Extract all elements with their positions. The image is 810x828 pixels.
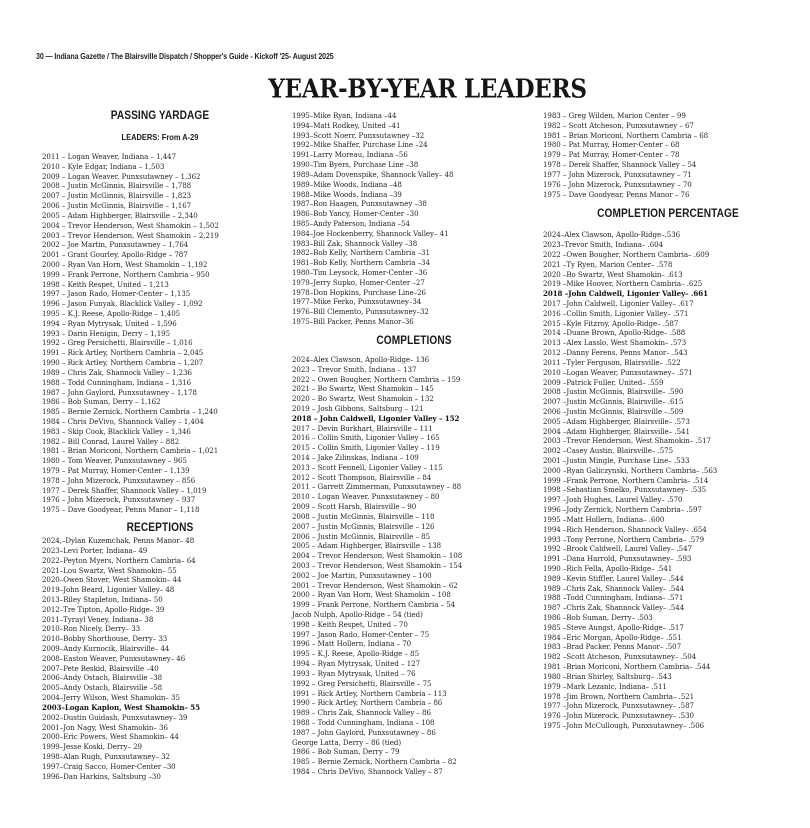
completion-percentage-entry: 1977 –John Mizerock, Punxsutawney– .587 <box>543 701 694 711</box>
completion-percentage-entry: 2001 –Justin Mingle, Purchase Line– .533 <box>543 456 690 465</box>
passing-yardage-entry: 2001 – Grant Gourley, Apollo-Ridge – 787 <box>42 250 188 260</box>
receptions-entry: 1990–Tim Byers, Purchase Line –38 <box>292 160 419 170</box>
receptions-entry: 1978–Don Hopkins, Purchase Line–26 <box>292 287 426 297</box>
completions-entry: 2016 – Collin Smith, Ligonier Valley – 165 <box>292 433 440 443</box>
completion-percentage-entry: 1988 –Todd Cunningham, Indiana– .571 <box>543 593 684 603</box>
passing-yardage-entry: 2004 – Trevor Henderson, West Shamokin – 1,502 <box>42 220 219 230</box>
receptions-entry: 2019–John Beard, Ligonier Valley– 48 <box>42 585 175 595</box>
receptions-entry: 1991–Larry Moreau, Indiana –56 <box>292 150 408 160</box>
passing-yardage-list <box>42 152 278 515</box>
section-subtitle-passing-leaders: LEADERS: From A-29 <box>121 132 199 142</box>
receptions-entry: 1998–Alan Rugh, Punxsutawney– 32 <box>42 751 170 761</box>
passing-yardage-entry: 2011 – Logan Weaver, Indiana – 1,447 <box>42 152 177 161</box>
completion-percentage-entry: 1996 –Jody Zernick, Northern Cambria– .597 <box>543 505 702 515</box>
completions-entry: 1991 – Rick Artley, Northern Cambria – 113 <box>292 688 447 698</box>
completions-entry: 2011 – Garrett Zimmerman, Punxsutawney – 88 <box>292 482 462 492</box>
passing-yardage-entry: 1985 – Bernie Zernick, Northern Cambria – 1,240 <box>42 407 218 417</box>
completions-entry: 1982 – Scott Atcheson, Punxsutawney – 67 <box>543 120 694 130</box>
completions-entry: 1976 – John Mizerock, Punxsutawney – 70 <box>543 179 692 189</box>
passing-yardage-entry: 1993 – Darin Henigin, Derry – 1,195 <box>42 328 171 338</box>
passing-yardage-entry: 1982 – Bill Conrad, Laurel Valley – 882 <box>42 436 180 446</box>
completions-entry: 1985 – Bernie Zernick, Northern Cambria – 82 <box>292 757 457 767</box>
completion-percentage-entry: 2022 –Owen Bougher, Northern Cambria– .609 <box>543 249 710 259</box>
completion-percentage-entry: 1989 –Chris Zak, Shannock Valley– .544 <box>543 583 685 593</box>
completion-percentage-entry: 2007 –Justin McGinnis, Blairsville– .615 <box>543 397 684 407</box>
receptions-entry: 1999–Jesse Koski, Derry– 29 <box>42 742 142 752</box>
completions-entry: 2019 – Josh Gibbons, Saltsburg – 121 <box>292 403 424 413</box>
completion-percentage-entry: 2008 –Justin McGinnis, Blairsville– .590 <box>543 387 684 397</box>
completions-entry: 2012 – Scott Thompson, Blairsville – 84 <box>292 472 432 482</box>
completions-entry: 1992 – Greg Persichetti, Blairsville – 75 <box>292 678 432 688</box>
receptions-entry: 2005–Andy Ostach, Blairsville –58 <box>42 683 163 693</box>
completions-entry: 1999 – Frank Perrone, Northern Cambria – 54 <box>292 600 456 610</box>
completions-entry: 1978 – Derek Shaffer, Shannock Valley – 54 <box>543 160 697 170</box>
completion-percentage-entry: 1984 –Eric Morgan, Apollo-Ridge– .551 <box>543 632 682 642</box>
receptions-entry: 2012–Tre Tipton, Apollo-Ridge– 39 <box>42 604 165 614</box>
completions-entry: 1996 – Matt Hollern, Indiana – 70 <box>292 639 412 649</box>
receptions-entry: 2000–Eric Powers, West Shamokin– 44 <box>42 732 179 742</box>
receptions-entry: 1987–Ron Haagen, Punxsutawney –38 <box>292 199 427 209</box>
completions-entry: 1988 – Todd Cunningham, Indiana – 108 <box>292 717 435 727</box>
completion-percentage-entry: 2023–Trevor Smith, Indiana– .604 <box>543 240 664 250</box>
completions-entry: 1977 – John Mizerock, Punxsutawney – 71 <box>543 169 692 179</box>
passing-yardage-entry: 1994 – Ryan Mytrysak, United – 1,596 <box>42 318 177 328</box>
passing-yardage-entry: 1995 – K.J. Reese, Apollo-Ridge – 1,405 <box>42 309 181 318</box>
section-title-completion-percentage: COMPLETION PERCENTAGE <box>597 208 739 221</box>
completion-percentage-entry: 1982 –Scott Atcheson, Punxsutawney– .504 <box>543 652 697 662</box>
receptions-entry: 2010–Bobby Shorthouse, Derry– 33 <box>42 634 168 644</box>
passing-yardage-entry: 1991 – Rick Artley, Northern Cambria – 2,045 <box>42 348 204 358</box>
completion-percentage-entry: 2024–Alex Clawson, Apollo-Ridge–.536 <box>543 230 681 240</box>
completions-entry: 2021 – Bo Swartz, West Shamokin – 145 <box>292 384 434 394</box>
completions-entry: 1994 – Ryan Mytrysak, United – 127 <box>292 659 421 669</box>
completion-percentage-entry: 1999 –Frank Perrone, Northern Cambria– .514 <box>543 475 709 485</box>
completion-percentage-entry: 2011 –Tyler Ferguson, Blairsville– .522 <box>543 357 681 367</box>
completion-percentage-entry: 1993 –Tony Perrone, Northern Cambria– .579 <box>543 534 705 544</box>
completions-entry: 2013 – Scott Fennell, Ligonier Valley – 115 <box>292 462 443 472</box>
completion-percentage-entry: 1979 –Mark Lezanic, Indiana– .511 <box>543 681 667 691</box>
receptions-entry: 1986–Bob Yancy, Homer-Center –30 <box>292 209 419 219</box>
completions-entry: 2010 – Logan Weaver, Punxsutawney – 80 <box>292 492 440 502</box>
completion-percentage-entry: 1995 –Matt Hollern, Indiana– .600 <box>543 514 665 524</box>
completions-entry: 1983 – Greg Wilden, Marion Center – 99 <box>543 111 686 120</box>
completions-entry: 2008 – Justin McGinnis, Blairsville – 118 <box>292 511 435 521</box>
completion-percentage-entry: 1981 –Brian Moriconi, Northern Cambria– .544 <box>543 662 711 672</box>
completion-percentage-entry: 2021 –Ty Ryen, Marion Center– .578 <box>543 259 673 269</box>
completions-entry: 1980 – Pat Murray, Homer-Center – 68 <box>543 140 680 150</box>
column-3 <box>543 111 793 731</box>
completion-percentage-entry: 2015 –Kyle Fitzroy, Apollo-Ridge– .587 <box>543 318 679 328</box>
completions-entry: 1987 – John Gaylord, Punxsutawney – 86 <box>292 727 436 737</box>
completion-percentage-entry: 1990 –Rich Fella, Apollo-Ridge– .541 <box>543 563 673 573</box>
completion-percentage-entry: 1985 –Steve Aungst, Apollo-Ridge– .517 <box>543 622 684 632</box>
section-title-receptions: RECEPTIONS <box>126 522 194 535</box>
page-title: YEAR-BY-YEAR LEADERS <box>268 74 587 105</box>
completions-entry: 2014 – Jake Zilinskas, Indiana – 109 <box>292 453 419 462</box>
passing-yardage-entry: 1990 – Rick Artley, Northern Cambria – 1,207 <box>42 358 204 368</box>
completions-entry: 1975 – Dave Goodyear, Penns Manor – 76 <box>543 189 690 199</box>
receptions-entry: 1983–Bill Zak, Shannock Valley –38 <box>292 238 418 248</box>
completion-percentage-entry: 1983 –Brad Packer, Penns Manor– .507 <box>543 642 682 652</box>
completions-entry: 2024–Alex Clawson, Apollo-Ridge– 136 <box>292 354 430 364</box>
receptions-entry: 1975–Bill Packer, Penns Manor–36 <box>292 317 414 327</box>
completions-entry: 2017 – Devin Burkhart, Blairsville – 111 <box>292 423 433 433</box>
completion-percentage-entry: 1998 –Sebastian Smelko, Punxsutawney– .535 <box>543 485 707 495</box>
completions-entry: 2007 – Justin McGinnis, Blairsville – 126 <box>292 521 435 531</box>
completions-entry: 2005 – Adam Highberger, Blairsville – 138 <box>292 541 442 551</box>
completion-percentage-entry: 2000 –Ryan Galiczynski, Northern Cambria– .563 <box>543 465 718 475</box>
completion-percentage-entry: 2013 –Alex Lasslo, West Shamokin– .573 <box>543 338 687 348</box>
receptions-entry: 1977–Mike Ferko, Punxsutawney–34 <box>292 297 422 307</box>
completion-percentage-entry: 1980 –Brian Shirley, Saltsburg– .543 <box>543 671 672 681</box>
completions-entry: Jacob Nulph, Apollo-Ridge – 54 (tied) <box>292 610 423 619</box>
receptions-entry: 2011–Tyrayl Veney, Indiana– 38 <box>42 614 154 624</box>
completion-percentage-list <box>543 230 793 730</box>
receptions-entry: 1981–Bob Kelly, Northern Cambria –34 <box>292 258 430 268</box>
completion-percentage-entry: 1978 –Jim Brown, Northern Cambria– .521 <box>543 691 695 701</box>
section-title-completions: COMPLETIONS <box>376 334 452 347</box>
receptions-entry: 1988–Mike Woods, Indiana –39 <box>292 189 402 199</box>
passing-yardage-entry: 2006 – Justin McGinnis, Blairsville – 1,167 <box>42 201 192 211</box>
passing-yardage-entry: 1986 – Bob Suman, Derry – 1,162 <box>42 397 161 407</box>
receptions-entry: 2007–Pete Beskid, Blairsville –40 <box>42 663 159 673</box>
completions-entry: 2000 – Ryan Van Horn, West Shamokin – 108 <box>292 590 451 600</box>
passing-yardage-entry: 2002 – Joe Martin, Punxsutawney – 1,764 <box>42 240 189 250</box>
completion-percentage-entry: 2020 –Bo Swartz, West Shamokin– .613 <box>543 269 683 279</box>
completion-percentage-entry: 1986 –Bob Suman, Derry– .503 <box>543 613 653 622</box>
passing-yardage-entry: 1983 – Skip Cook, Blacklick Valley – 1,346 <box>42 426 191 436</box>
passing-yardage-entry: 2008 – Justin McGinnis, Blairsville – 1,788 <box>42 181 192 191</box>
passing-yardage-entry: 1988 – Todd Cunningham, Indiana – 1,316 <box>42 377 192 387</box>
receptions-entry: 2001–Jon Nagy, West Shamokin– 36 <box>42 722 168 732</box>
completion-percentage-entry: 2014 –Duane Brown, Apollo-Ridge– .588 <box>543 328 686 338</box>
completions-entry: 1997 – Jason Rado, Homer-Center – 75 <box>292 629 430 639</box>
completions-entry: 2001 – Trevor Henderson, West Shamokin – 62 <box>292 580 458 590</box>
completion-percentage-entry: 1976 –John Mizerock, Punxsutawney– .530 <box>543 711 694 721</box>
receptions-entry: 2021–Lou Swartz, West Shamokin– 55 <box>42 565 177 575</box>
completions-entry: 2018 – John Caldwell, Ligonier Valley – 152 <box>292 413 460 423</box>
completions-entry: 1989 – Chris Zak, Shannock Valley – 86 <box>292 708 431 718</box>
receptions-entry: 2009–Andy Kurnocik, Blairsville– 44 <box>42 644 170 653</box>
column-1 <box>42 110 278 781</box>
completions-entry: 1993 – Ryan Mytrysak, United – 76 <box>292 668 416 678</box>
completion-percentage-entry: 2009 –Patrick Fuller, United– .559 <box>543 377 664 387</box>
completion-percentage-entry: 1989 –Kevin Stiffler, Laurel Valley– .544 <box>543 573 684 583</box>
receptions-entry: 2002–Dustin Guidash, Punxsutawney– 39 <box>42 712 188 722</box>
receptions-entry: 1997–Craig Sacco, Homer-Center –30 <box>42 761 176 771</box>
passing-yardage-entry: 1998 – Keith Respet, United – 1,213 <box>42 279 169 289</box>
receptions-entry: 1982–Bob Kelly, Northern Cambria –31 <box>292 248 430 258</box>
completions-entry: 2022 – Owen Bougher, Northern Cambria – 159 <box>292 374 461 384</box>
receptions-entry: 2003–Logan Kaplon, West Shamokin– 55 <box>42 702 200 712</box>
completion-percentage-entry: 2017 –John Caldwell, Ligonier Valley– .617 <box>543 299 694 308</box>
completion-percentage-entry: 1994 –Rich Henderson, Shannock Valley– .654 <box>543 524 707 534</box>
receptions-entry: 1984–Joe Hockenberry, Shannock Valley– 41 <box>292 228 449 238</box>
section-title-passing-yardage: PASSING YARDAGE <box>110 110 210 122</box>
completions-entry: 1990 – Rick Artley, Northern Cambria – 86 <box>292 698 443 708</box>
completions-entry: 2004 – Trevor Henderson, West Shamokin – 108 <box>292 551 463 561</box>
receptions-entry: 1989–Mike Woods, Indiana –48 <box>292 179 402 189</box>
receptions-entry: 1989–Adam Dovenspike, Shannock Valley– 48 <box>292 169 454 179</box>
completion-percentage-entry: 2012 –Danny Ferens, Penns Manor– .543 <box>543 348 688 358</box>
passing-yardage-entry: 2007 – Justin McGinnis, Blairsville – 1,823 <box>42 191 192 201</box>
passing-yardage-entry: 1992 – Greg Persichetti, Blairsville – 1,016 <box>42 338 193 348</box>
column-2 <box>292 111 536 777</box>
completions-entry: 1986 – Bob Suman, Derry – 79 <box>292 747 400 757</box>
receptions-entry: 1985–Andy Paterson, Indiana –54 <box>292 218 410 228</box>
passing-yardage-entry: 2005 – Adam Highberger, Blairsville – 2,340 <box>42 210 198 220</box>
completion-percentage-entry: 1991 –Dana Harrold, Punxsutawney– .593 <box>543 554 692 564</box>
completion-percentage-entry: 1987 –Chris Zak, Shannock Valley– .544 <box>543 603 685 613</box>
completion-percentage-entry: 2010 –Logan Weaver, Punxsutawney– .571 <box>543 367 693 377</box>
passing-yardage-entry: 1987 – John Gaylord, Punxsutawney – 1,178 <box>42 387 197 397</box>
completions-entry: 2020 – Bo Swartz, West Shamokin – 132 <box>292 394 434 404</box>
receptions-entry: 2020–Owen Stover, West Shamokin– 44 <box>42 575 182 585</box>
completions-entry: 2023 – Trevor Smith, Indiana – 137 <box>292 364 417 374</box>
completion-percentage-entry: 2002 –Casey Austin, Blairsville– .575 <box>543 446 674 456</box>
completions-list-part-1 <box>292 355 536 777</box>
passing-yardage-entry: 2010 – Kyle Edgar, Indiana – 1,503 <box>42 161 165 171</box>
receptions-entry: 2004–Jerry Wilson, West Shamokin– 35 <box>42 693 180 703</box>
completions-entry: 2009 – Scott Harsh, Blairsville – 90 <box>292 502 417 512</box>
passing-yardage-entry: 1980 – Tom Weaver, Punxsutawney – 965 <box>42 456 187 466</box>
passing-yardage-entry: 1976 – John Mizerock, Punxsutawney – 937 <box>42 495 196 505</box>
receptions-entry: 1992–Mike Shaffer, Purchase Line –24 <box>292 140 428 150</box>
completions-entry: 1998 – Keith Respet, United – 70 <box>292 619 408 629</box>
receptions-list-part-1 <box>42 536 278 781</box>
passing-yardage-entry: 1989 – Chris Zak, Shannock Valley – 1,236 <box>42 367 192 377</box>
completion-percentage-entry: 2006 –Justin McGinnis, Blairsville –.509 <box>543 406 684 416</box>
completion-percentage-entry: 2004 –Adam Highberger, Blairsville– .541 <box>543 426 690 436</box>
passing-yardage-entry: 1981 – Brian Moriconi, Northern Cambria – 1,021 <box>42 446 219 456</box>
completion-percentage-entry: 2019 –Mike Hoover, Northern Cambria– .625 <box>543 279 703 289</box>
passing-yardage-entry: 1999 – Frank Perrone, Northern Cambria – 950 <box>42 269 210 279</box>
receptions-entry: 2024,–Dylan Kuzemchak, Penns Manor– 48 <box>42 536 195 546</box>
passing-yardage-entry: 1978 – John Mizerock, Punxsutawney – 856 <box>42 475 196 485</box>
receptions-entry: 2023–Levi Porter, Indiana– 49 <box>42 545 148 555</box>
passing-yardage-entry: 1979 – Pat Murray, Homer-Center – 1,139 <box>42 466 190 475</box>
receptions-entry: 1993–Scott Noerr, Punxsutawney –32 <box>292 130 425 140</box>
completions-entry: 2006 – Justin McGinnis, Blairsville – 85 <box>292 531 431 541</box>
completion-percentage-entry: 2005 –Adam Highberger, Blairsville– .573 <box>543 416 690 426</box>
completion-percentage-entry: 2016 –Collin Smith, Ligonier Valley– .571 <box>543 308 689 318</box>
receptions-entry: 1980–Tim Leysock, Homer-Center –36 <box>292 268 428 277</box>
receptions-entry: 1994–Matt Rodkey, United –41 <box>292 120 401 130</box>
receptions-entry: 1996–Dan Harkins, Saltsburg –30 <box>42 771 161 781</box>
completion-percentage-entry: 1975 –John McCullough, Punxsutawney– .506 <box>543 720 705 730</box>
completions-entry: 1981 – Brian Moriconi, Northern Cambria – 68 <box>543 130 709 140</box>
completions-entry: George Latta, Derry – 86 (tied) <box>292 737 402 747</box>
passing-yardage-entry: 1984 – Chris DeVivo, Shannock Valley – 1,404 <box>42 416 204 426</box>
receptions-list-part-2 <box>292 111 536 327</box>
completions-entry: 1979 – Pat Murray, Homer-Center – 78 <box>543 150 680 160</box>
receptions-entry: 2006–Andy Ostach, Blairsville –38 <box>42 673 163 683</box>
completions-list-part-2 <box>543 111 793 199</box>
completions-entry: 1995 – K.J. Reese, Apollo-Ridge – 85 <box>292 649 420 659</box>
passing-yardage-entry: 1996 – Jason Funyak, Blacklick Valley – 1,092 <box>42 299 203 309</box>
receptions-entry: 2022–Peyton Myers, Northern Cambria– 64 <box>42 555 196 565</box>
passing-yardage-entry: 1977 – Derek Shaffer, Shannock Valley – 1,019 <box>42 485 207 495</box>
receptions-entry: 2013–Riley Stapleton, Indiana– 50 <box>42 594 163 604</box>
receptions-entry: 1979–Jerry Supko, Homer-Center –27 <box>292 277 425 287</box>
passing-yardage-entry: 2003 – Trevor Henderson, West Shamokin – 2,219 <box>42 230 219 240</box>
completions-entry: 2015 – Collin Smith, Ligonier Valley – 119 <box>292 443 440 453</box>
page-folio: 30 — Indiana Gazette / The Blairsville Dispatch / Shopper's Guide - Kickoff '25- August 2025 <box>36 52 334 61</box>
receptions-entry: 1995–Mike Ryan, Indiana –44 <box>292 111 397 120</box>
completion-percentage-entry: 1992 –Brook Caldwell, Laurel Valley– .547 <box>543 544 692 554</box>
receptions-entry: 1976–Bill Clemento, Punxsutawney–32 <box>292 307 429 317</box>
completion-percentage-entry: 1997 –Josh Hughes, Laurel Valley– .570 <box>543 495 683 505</box>
completion-percentage-entry: 2003 –Trevor Henderson, West Shamokin– .517 <box>543 436 711 446</box>
completions-entry: 1984 – Chris DeVivo, Shannock Valley – 87 <box>292 767 443 776</box>
receptions-entry: 2008–Easton Weaver, Punxsutawney– 46 <box>42 653 186 663</box>
passing-yardage-entry: 1975 – Dave Goodyear, Penns Manor – 1,118 <box>42 505 200 515</box>
receptions-entry: 2010–Ron Nicely, Derry– 33 <box>42 624 141 634</box>
passing-yardage-entry: 1997 – Jason Rado, Homer-Center – 1,135 <box>42 289 191 299</box>
completions-entry: 2003 – Trevor Henderson, West Shamokin – 154 <box>292 560 463 570</box>
completions-entry: 2002 – Joe Martin, Punxsutawney – 100 <box>292 570 432 580</box>
passing-yardage-entry: 2000 – Ryan Van Horn, West Shamokin – 1,192 <box>42 259 208 269</box>
completion-percentage-entry: 2018 –John Caldwell, Ligonier Valley– .661 <box>543 289 708 299</box>
passing-yardage-entry: 2009 – Logan Weaver, Punxsutawney – 1,362 <box>42 171 201 181</box>
